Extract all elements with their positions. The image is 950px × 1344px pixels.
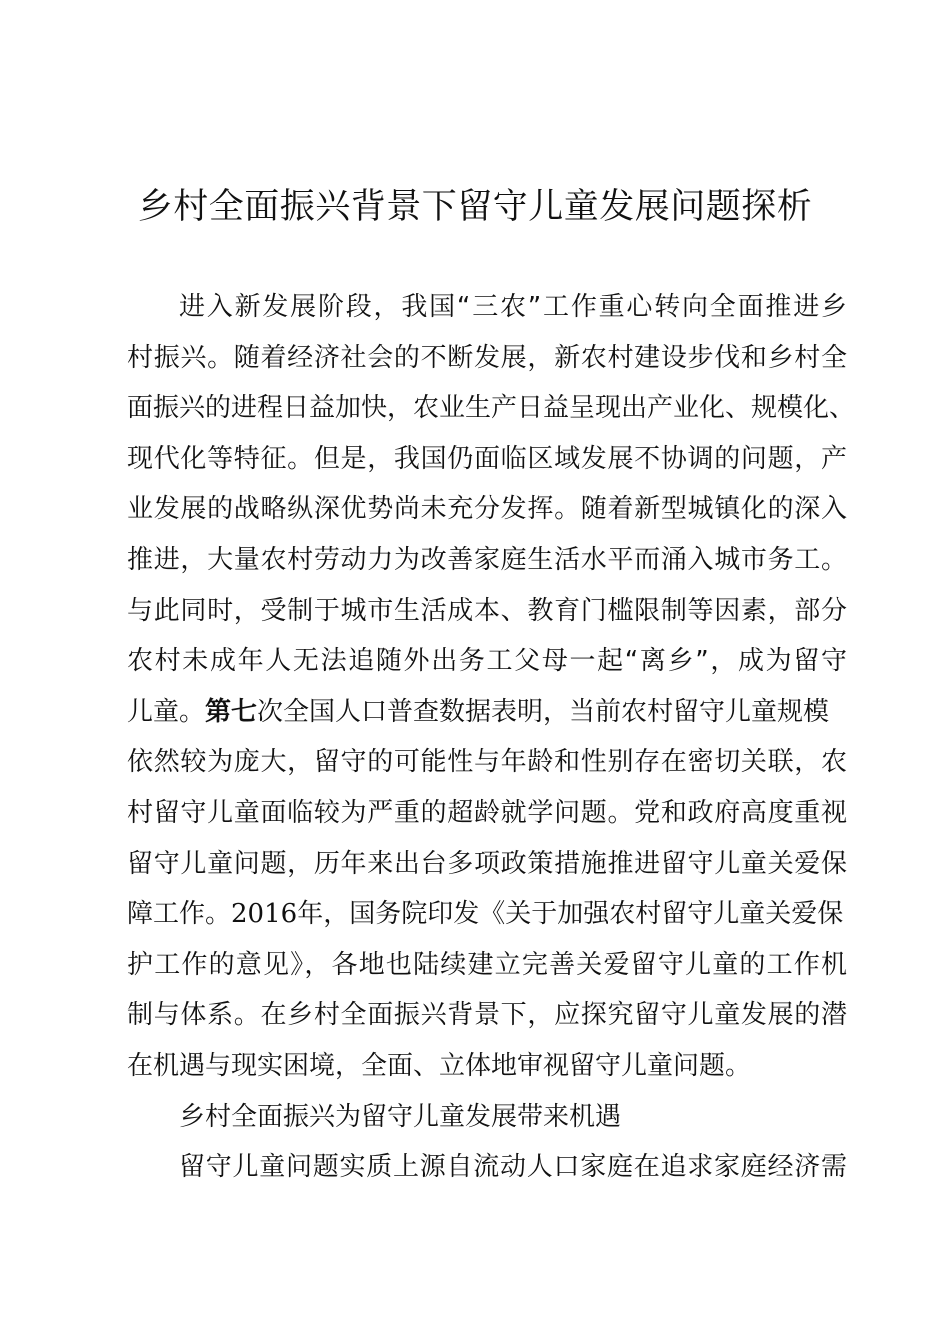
paragraph-line: 依然较为庞大，留守的可能性与年龄和性别存在密切关联，农 xyxy=(127,747,847,778)
paragraph-line: 村留守儿童面临较为严重的超龄就学问题。党和政府高度重视 xyxy=(127,797,847,828)
paragraph-line: 推进，大量农村劳动力为改善家庭生活水平而涌入城市务工。 xyxy=(127,544,847,575)
paragraph-line: 护工作的意见》，各地也陆续建立完善关爱留守儿童的工作机 xyxy=(127,949,847,980)
paragraph-line: 业发展的战略纵深优势尚未充分发挥。随着新型城镇化的深入 xyxy=(127,494,847,525)
text-run: 障工作。 xyxy=(127,899,232,930)
paragraph-line: 在机遇与现实困境，全面、立体地审视留守儿童问题。 xyxy=(127,1050,752,1081)
paragraph-line xyxy=(127,889,847,940)
paragraph-line: 现代化等特征。但是，我国仍面临区域发展不协调的问题，产 xyxy=(127,443,847,474)
paragraph-line: 农村未成年人无法追随外出务工父母一起“离乡”，成为留守 xyxy=(127,646,847,677)
text-run: 次全国人口普查数据表明，当前农村留守儿童规模 xyxy=(257,696,830,727)
text-run: 儿童。 xyxy=(127,696,206,727)
paragraph-line: 村振兴。随着经济社会的不断发展，新农村建设步伐和乡村全 xyxy=(127,342,847,373)
paragraph-line xyxy=(127,687,847,738)
bold-text-run: 第七 xyxy=(205,696,258,727)
paragraph-intro xyxy=(127,282,856,1092)
text-run: 年，国务院印发《关于加强农村留守儿童关爱保 xyxy=(297,899,844,930)
year-number: 2016 xyxy=(231,899,298,930)
paragraph-line: 面振兴的进程日益加快，农业生产日益呈现出产业化、规模化、 xyxy=(127,393,856,424)
document-title: 乡村全面振兴背景下留守儿童发展问题探析 xyxy=(137,187,813,227)
paragraph-line: 制与体系。在乡村全面振兴背景下，应探究留守儿童发展的潜 xyxy=(127,1000,847,1031)
document-body xyxy=(127,282,856,1193)
section-heading: 乡村全面振兴为留守儿童发展带来机遇 xyxy=(179,1101,622,1132)
paragraph-line: 进入新发展阶段，我国“三农”工作重心转向全面推进乡 xyxy=(179,292,847,322)
paragraph-line: 留守儿童问题实质上源自流动人口家庭在追求家庭经济需 xyxy=(179,1152,847,1183)
paragraph-section-one xyxy=(127,1142,847,1193)
paragraph-line: 与此同时，受制于城市生活成本、教育门槛限制等因素，部分 xyxy=(127,595,847,626)
paragraph-line: 留守儿童问题，历年来出台多项政策措施推进留守儿童关爱保 xyxy=(127,848,847,879)
